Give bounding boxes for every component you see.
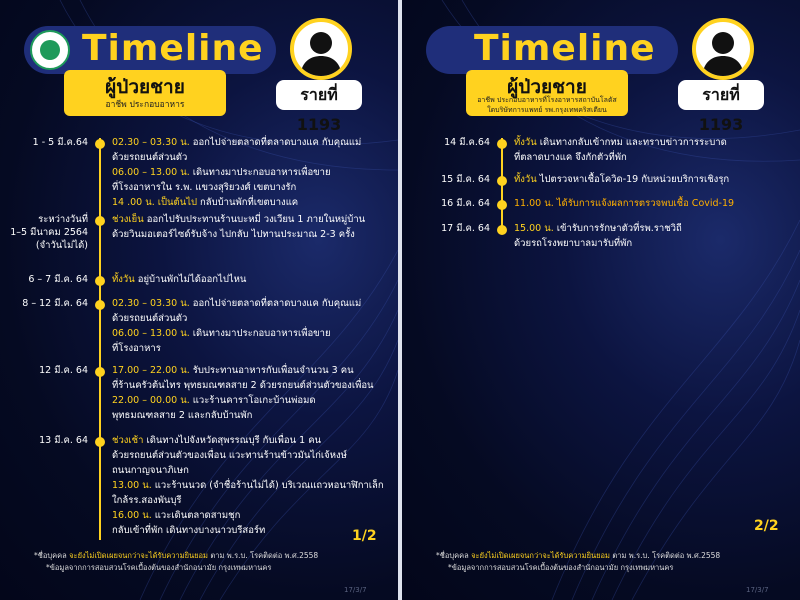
entry-line (112, 378, 394, 393)
avatar (290, 18, 352, 80)
entry-text: เข้ารับการรักษาตัวที่รพ.ราชวิถี (553, 223, 682, 234)
entry-line (112, 296, 394, 311)
entry-text: อยู่บ้านพักไม่ได้ออกไปไหน (134, 274, 247, 285)
entry-line (112, 433, 394, 448)
entry-date: 1 - 5 มี.ค.64 (32, 137, 88, 148)
entry-text: ด้วยวินมอเตอร์ไซด์รับจ้าง ไปกลับ ไปทานประมาณ 2-3 ครั้ง (112, 229, 355, 240)
patient-info-box (64, 70, 226, 116)
entry-line (112, 493, 394, 508)
entry-line (112, 212, 394, 227)
case-number-badge: รายที่ 1193 (678, 80, 764, 110)
timeline-dot (497, 139, 507, 149)
entry-line (112, 150, 394, 165)
timeline-dot (95, 139, 105, 149)
timeline-page-1 (0, 0, 398, 600)
entry-line (514, 236, 796, 251)
page-title: Timeline (474, 28, 656, 69)
entry-date: 6 – 7 มี.ค. 64 (28, 274, 88, 285)
entry-description (112, 212, 394, 242)
entry-description (112, 296, 394, 356)
entry-time-highlight: ทั้งวัน (112, 274, 135, 285)
entry-line (112, 341, 394, 356)
entry-time-highlight: 02.30 – 03.30 น. (112, 137, 190, 148)
entry-text: แวะร้านคาราโอเกะบ้านพ่อมด (189, 395, 316, 406)
footer-note-source: *ข้อมูลจากการสอบสวนโรคเบื้องต้นของสำนักอนามัย กรุงเทพมหานคร (46, 563, 272, 572)
entry-text: ด้วยรถยนต์ส่วนตัว (112, 313, 188, 324)
entry-date: 12 มี.ค. 64 (39, 365, 88, 376)
timeline-line (501, 138, 503, 234)
patient-occupation-line-2: ใดบริษัทการแพทย์ รพ.กรุงเทพคริสเตียน (487, 106, 607, 114)
timeline-page-2 (402, 0, 800, 600)
entry-description (514, 135, 796, 165)
entry-text: พุทธมณฑลสาย 2 และกลับบ้านพัก (112, 410, 253, 421)
entry-line (112, 195, 394, 210)
entry-date: 8 – 12 มี.ค. 64 (22, 298, 88, 309)
entry-line (112, 393, 394, 408)
entry-line (514, 196, 796, 211)
footer-note-source: *ข้อมูลจากการสอบสวนโรคเบื้องต้นของสำนักอนามัย กรุงเทพมหานคร (448, 563, 674, 572)
entry-time-highlight: 02.30 – 03.30 น. (112, 298, 190, 309)
page-title: Timeline (82, 28, 264, 69)
entry-description (112, 135, 394, 210)
date-stamp: 17/3/7 (746, 586, 769, 594)
entry-line (112, 272, 394, 287)
patient-heading: ผู้ป่วยชาย (105, 76, 185, 98)
entry-date: 13 มี.ค. 64 (39, 435, 88, 446)
entry-line (112, 135, 394, 150)
entry-time-highlight: ทั้งวัน (514, 137, 537, 148)
entry-text: กลับบ้านพักที่เขตบางแค (197, 197, 299, 208)
entry-text: รับประทานอาหารกับเพื่อนจำนวน 3 คน (189, 365, 354, 376)
person-silhouette-icon (696, 22, 750, 76)
entry-line (112, 478, 394, 493)
entry-text: เดินทางไปจังหวัดสุพรรณบุรี กับเพื่อน 1 คน (143, 435, 322, 446)
timeline-dot (95, 276, 105, 286)
entry-date: 17 มี.ค. 64 (441, 223, 490, 234)
entry-time-highlight: ช่วงเช้า (112, 435, 144, 446)
timeline-dot (95, 367, 105, 377)
footer-note-consent: *ชื่อบุคคล จะยังไม่เปิดเผยจนกว่าจะได้รับความยินยอม ตาม พ.ร.บ. โรคติดต่อ พ.ศ.2558 (436, 551, 721, 560)
entry-text: ออกไปจ่ายตลาดที่ตลาดบางแค กับคุณแม่ (189, 298, 362, 309)
timeline-dot (497, 225, 507, 235)
entry-line (514, 135, 796, 150)
patient-occupation-line-1: อาชีพ ประกอบอาหารที่โรงอาหารสถาบันโลตัส (477, 96, 617, 104)
entry-line (112, 326, 394, 341)
entry-date: ระหว่างวันที่ 1–5 มีนาคม 2564 (จำวันไม่ได้) (10, 214, 88, 251)
entry-time-highlight: 17.00 – 22.00 น. (112, 365, 190, 376)
timeline-line (99, 138, 101, 540)
entry-line (514, 221, 796, 236)
entry-text: ไปตรวจหาเชื้อโควิด-19 กับหน่วยบริการเชิงรุก (536, 174, 730, 185)
entry-line (112, 463, 394, 478)
entry-text: กลับเข้าที่พัก เดินทางบางนาวบรีสอร์ท (112, 525, 266, 536)
date-stamp: 17/3/7 (344, 586, 367, 594)
entry-text: เดินทางมาประกอบอาหารเพื่อขาย (189, 328, 331, 339)
entry-description (112, 363, 394, 423)
entry-text: ออกไปจ่ายตลาดที่ตลาดบางแค กับคุณแม่ (189, 137, 362, 148)
timeline-dot (95, 300, 105, 310)
entry-line (514, 150, 796, 165)
entry-description (112, 272, 394, 287)
timeline-dot (497, 200, 507, 210)
page-number: 1/2 (352, 528, 377, 544)
page-number: 2/2 (754, 518, 779, 534)
entry-text: ด้วยรถโรงพยาบาลมารับที่พัก (514, 238, 633, 249)
entry-text: ออกไปรับประทานร้านบะหมี่ วงเวียน 1 ภายในหมู่บ้าน (143, 214, 366, 225)
entry-description (514, 196, 796, 211)
entry-time-highlight: 13.00 น. (112, 480, 152, 491)
entry-text: ใกล้รร.สองพันบุรี (112, 495, 182, 506)
entry-line (112, 165, 394, 180)
entry-line (112, 508, 394, 523)
entry-text: ที่โรงอาหาร (112, 343, 161, 354)
timeline-dot (497, 176, 507, 186)
entry-time-highlight: 14 .00 น. เป็นต้นไป (112, 197, 198, 208)
entry-time-highlight: 06.00 – 13.00 น. (112, 167, 190, 178)
entry-time-highlight: ช่วงเย็น (112, 214, 144, 225)
entry-date: 16 มี.ค. 64 (441, 198, 490, 209)
entry-line (112, 408, 394, 423)
entry-line (112, 311, 394, 326)
entry-line (112, 448, 394, 463)
entry-line (112, 227, 394, 242)
timeline-dot (95, 437, 105, 447)
entry-time-highlight: ทั้งวัน (514, 174, 537, 185)
bma-seal-icon (30, 30, 70, 70)
entry-time-highlight: 11.00 น. ได้รับการแจ้งผลการตรวจพบเชื้อ Covid-19 (514, 198, 735, 209)
footer-note-consent: *ชื่อบุคคล จะยังไม่เปิดเผยจนกว่าจะได้รับความยินยอม ตาม พ.ร.บ. โรคติดต่อ พ.ศ.2558 (34, 551, 319, 560)
patient-heading: ผู้ป่วยชาย (507, 76, 587, 98)
case-number-badge: รายที่ 1193 (276, 80, 362, 110)
patient-info-box (466, 70, 628, 116)
entry-description (514, 172, 796, 187)
entry-text: ด้วยรถยนต์ส่วนตัวของเพื่อน แวะทานร้านข้าวมันไก่เจ้หงษ์ (112, 450, 347, 461)
entry-text: ที่โรงอาหารใน ร.พ. แขวงสุริยวงศ์ เขตบางรัก (112, 182, 297, 193)
entry-time-highlight: 15.00 น. (514, 223, 554, 234)
entry-line (112, 180, 394, 195)
entry-text: แวะร้านนวด (จำชื่อร้านไม่ได้) บริเวณแถวหอนาฬิกาเล็ก (151, 480, 384, 491)
entry-date: 15 มี.ค. 64 (441, 174, 490, 185)
timeline-dot (95, 216, 105, 226)
entry-text: เดินทางมาประกอบอาหารเพื่อขาย (189, 167, 331, 178)
patient-occupation: อาชีพ ประกอบอาหาร (105, 100, 185, 110)
entry-description (112, 433, 394, 538)
entry-date: 14 มี.ค.64 (444, 137, 490, 148)
entry-text: แวะเดินตลาดสามชุก (151, 510, 241, 521)
entry-line (514, 172, 796, 187)
entry-text: ที่ตลาดบางแค จึงกักตัวที่พัก (514, 152, 627, 163)
entry-text: ถนนกาญจนาภิเษก (112, 465, 189, 476)
entry-description (514, 221, 796, 251)
entry-text: ที่ร้านครัวต้นไทร พุทธมณฑลสาย 2 ด้วยรถยนต์ส่วนตัวของเพื่อน (112, 380, 374, 391)
footer-notes (34, 550, 394, 574)
avatar (692, 18, 754, 80)
entry-time-highlight: 06.00 – 13.00 น. (112, 328, 190, 339)
entry-line (112, 363, 394, 378)
footer-notes (436, 550, 796, 574)
entry-text: ด้วยรถยนต์ส่วนตัว (112, 152, 188, 163)
entry-text: เดินทางกลับเข้ากทม และทราบข่าวการระบาด (536, 137, 727, 148)
entry-time-highlight: 16.00 น. (112, 510, 152, 521)
entry-time-highlight: 22.00 – 00.00 น. (112, 395, 190, 406)
person-silhouette-icon (294, 22, 348, 76)
